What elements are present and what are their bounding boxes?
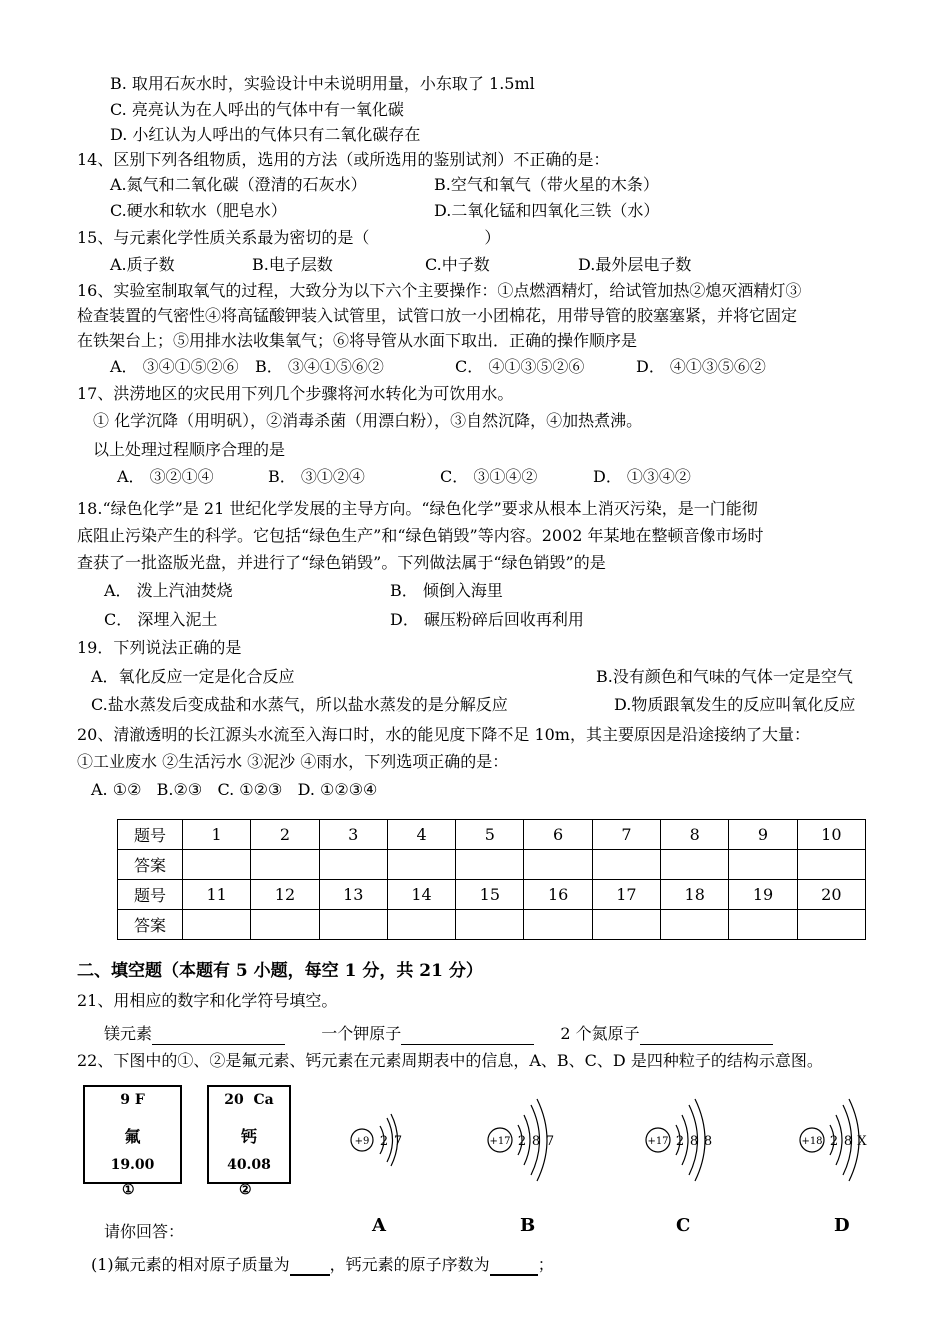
q17-option-d: D． ①③④② <box>593 467 691 486</box>
q14-stem: 14、区别下列各组物质，选用的方法（或所选用的鉴别试剂）不正确的是： <box>77 150 610 169</box>
q22-stem: 22、下图中的①、②是氟元素、钙元素在元素周期表中的信息，A、B、C、D 是四种粒子的结构示意图。 <box>77 1051 823 1070</box>
calcium-number-blank[interactable] <box>490 1256 538 1276</box>
fluorine-mass: 19.00 <box>110 1157 155 1173</box>
calcium-element-box <box>207 1085 291 1184</box>
table-header-cell: 答案 <box>118 850 183 880</box>
shell-electrons-1: 2 <box>675 1134 685 1149</box>
question-number: 15 <box>456 880 524 910</box>
shell-electrons-3: 8 <box>703 1134 713 1149</box>
q20-line1: 20、清澈透明的长江源头水流至入海口时，水的能见度下降不足 10m，其主要原因是沿途接纳了大量： <box>77 725 810 744</box>
question-number: 3 <box>319 820 387 850</box>
question-number: 2 <box>251 820 319 850</box>
question-number: 5 <box>456 820 524 850</box>
answer-cell[interactable] <box>729 850 797 880</box>
question-number: 4 <box>387 820 455 850</box>
q15-stem-text: 15、与元素化学性质关系最为密切的是（ <box>77 228 370 247</box>
q14-option-b: B.空气和氧气（带火星的木条） <box>434 175 659 194</box>
fluorine-label: ① <box>122 1182 135 1198</box>
shell-electrons-2: 8 <box>531 1134 541 1149</box>
q17-stem: 17、洪涝地区的灾民用下列几个步骤将河水转化为可饮用水。 <box>77 384 514 403</box>
calcium-mass: 40.08 <box>227 1157 271 1173</box>
q18-option-b: B． 倾倒入海里 <box>390 581 503 600</box>
q18-line1: 18.“绿色化学”是 21 世纪化学发展的主导方向。“绿色化学”要求从根本上消灭污染，是一门能彻 <box>77 499 758 518</box>
q14-option-d: D.二氧化锰和四氧化三铁（水） <box>434 201 660 220</box>
q21-blank1-label: 镁元素 <box>104 1024 153 1043</box>
answer-table <box>117 819 866 940</box>
answer-cell[interactable] <box>251 910 319 940</box>
q21-stem: 21、用相应的数字和化学符号填空。 <box>77 991 338 1010</box>
q16-option-d: D． ④①③⑤⑥② <box>636 357 766 376</box>
q21-blank2-label: 一个钾原子 <box>321 1024 402 1043</box>
q18-option-d: D． 碾压粉碎后回收再利用 <box>390 610 584 629</box>
table-header-cell: 题号 <box>118 880 183 910</box>
particle-diagram-c <box>636 1085 746 1200</box>
table-row <box>118 910 866 940</box>
fluorine-header: 9 F <box>120 1092 145 1108</box>
answer-cell[interactable] <box>387 910 455 940</box>
question-number: 18 <box>661 880 729 910</box>
particle-label-d: D <box>834 1215 850 1236</box>
question-number: 1 <box>183 820 251 850</box>
q22-sub1-text-b: ，钙元素的原子序数为 <box>329 1255 490 1274</box>
question-number: 13 <box>319 880 387 910</box>
shell-electrons-2: 7 <box>393 1134 403 1149</box>
question-number: 16 <box>524 880 592 910</box>
q15-option-b: B.电子层数 <box>252 255 333 274</box>
answer-cell[interactable] <box>387 850 455 880</box>
answer-cell[interactable] <box>661 910 729 940</box>
nucleus-charge: +17 <box>647 1136 669 1147</box>
particle-label-c: C <box>676 1215 691 1236</box>
calcium-header: 20 Ca <box>224 1092 274 1108</box>
calcium-name: 钙 <box>240 1127 257 1146</box>
q17-ask: 以上处理过程顺序合理的是 <box>93 440 286 459</box>
answer-cell[interactable] <box>183 910 251 940</box>
answer-cell[interactable] <box>183 850 251 880</box>
fluorine-name: 氟 <box>124 1127 141 1146</box>
nucleus-charge: +17 <box>489 1136 511 1147</box>
q13-option-c: C. 亮亮认为在人呼出的气体中有一氧化碳 <box>110 100 404 119</box>
question-number: 20 <box>797 880 865 910</box>
shell-electrons-1: 2 <box>517 1134 527 1149</box>
table-row <box>118 850 866 880</box>
table-row <box>118 880 866 910</box>
particle-label-b: B <box>520 1215 536 1236</box>
q17-option-b: B． ③①②④ <box>268 467 365 486</box>
answer-cell[interactable] <box>661 850 729 880</box>
q18-option-a: A． 泼上汽油焚烧 <box>104 581 233 600</box>
q19-option-a: A．氧化反应一定是化合反应 <box>91 667 295 686</box>
q18-option-c: C． 深埋入泥土 <box>104 610 218 629</box>
particle-diagram-b <box>478 1085 588 1200</box>
q17-steps: ① 化学沉降（用明矾），②消毒杀菌（用漂白粉），③自然沉降，④加热煮沸。 <box>93 411 643 430</box>
q18-line2: 底阻止污染产生的科学。它包括“绿色生产”和“绿色销毁”等内容。2002 年某地在整顿音像市场时 <box>77 526 764 545</box>
q22-sub1 <box>91 1254 554 1276</box>
q14-option-a: A.氮气和二氧化碳（澄清的石灰水） <box>110 175 367 194</box>
answer-cell[interactable] <box>797 910 865 940</box>
q20-line2: ①工业废水 ②生活污水 ③泥沙 ④雨水，下列选项正确的是： <box>77 752 509 771</box>
question-number: 9 <box>729 820 797 850</box>
question-number: 19 <box>729 880 797 910</box>
q22-sub1-text-a: (1)氟元素的相对原子质量为 <box>91 1255 290 1274</box>
table-header-cell: 答案 <box>118 910 183 940</box>
shell-electrons-3: X <box>857 1134 867 1149</box>
shell-electrons-1: 2 <box>379 1134 389 1149</box>
answer-cell[interactable] <box>319 910 387 940</box>
table-header-cell: 题号 <box>118 820 183 850</box>
answer-cell[interactable] <box>524 850 592 880</box>
q21-blank3-input[interactable] <box>640 1026 773 1045</box>
nucleus-charge: +18 <box>801 1136 823 1147</box>
calcium-label: ② <box>239 1182 252 1198</box>
q16-line3: 在铁架台上；⑤用排水法收集氧气；⑥将导管从水面下取出．正确的操作顺序是 <box>77 331 638 350</box>
q16-line1: 16、实验室制取氧气的过程，大致分为以下六个主要操作：①点燃酒精灯，给试管加热②熄灭酒精灯③ <box>77 281 802 300</box>
q21-blanks <box>104 1023 773 1045</box>
q15-option-c: C.中子数 <box>425 255 490 274</box>
answer-cell[interactable] <box>456 850 524 880</box>
question-number: 8 <box>661 820 729 850</box>
answer-cell[interactable] <box>592 850 660 880</box>
answer-cell[interactable] <box>319 850 387 880</box>
q13-option-d: D. 小红认为人呼出的气体只有二氧化碳存在 <box>110 125 421 144</box>
shell-electrons-2: 8 <box>843 1134 853 1149</box>
nucleus-charge: +9 <box>354 1136 370 1147</box>
question-number: 6 <box>524 820 592 850</box>
q22-sub1-end: ； <box>537 1255 554 1274</box>
answer-cell[interactable] <box>729 910 797 940</box>
q20-options: A. ①② B.②③ C. ①②③ D. ①②③④ <box>91 780 378 799</box>
answer-cell[interactable] <box>524 910 592 940</box>
particle-label-a: A <box>372 1215 386 1236</box>
question-number: 7 <box>592 820 660 850</box>
answer-cell[interactable] <box>251 850 319 880</box>
fluorine-element-box <box>83 1085 182 1184</box>
q17-option-c: C． ③①④② <box>440 467 538 486</box>
particle-diagram-d <box>790 1085 900 1200</box>
question-number: 17 <box>592 880 660 910</box>
q21-blank3-label: 2 个氮原子 <box>560 1024 640 1043</box>
shell-electrons-1: 2 <box>829 1134 839 1149</box>
table-row <box>118 820 866 850</box>
answer-cell[interactable] <box>797 850 865 880</box>
question-number: 10 <box>797 820 865 850</box>
q21-blank2-input[interactable] <box>401 1026 534 1045</box>
q19-option-b: B.没有颜色和气味的气体一定是空气 <box>596 667 853 686</box>
question-number: 12 <box>251 880 319 910</box>
answer-cell[interactable] <box>456 910 524 940</box>
q15-option-a: A.质子数 <box>110 255 175 274</box>
q15-option-d: D.最外层电子数 <box>578 255 692 274</box>
question-number: 11 <box>183 880 251 910</box>
q14-option-c: C.硬水和软水（肥皂水） <box>110 201 287 220</box>
q19-stem: 19．下列说法正确的是 <box>77 638 242 657</box>
shell-electrons-2: 8 <box>689 1134 699 1149</box>
q13-option-b: B. 取用石灰水时，实验设计中未说明用量，小东取了 1.5ml <box>110 74 535 93</box>
question-number: 14 <box>387 880 455 910</box>
particle-diagram-a <box>340 1090 430 1200</box>
q21-blank1-input[interactable] <box>152 1026 285 1045</box>
q16-line2: 检查装置的气密性④将高锰酸钾装入试管里，试管口放一小团棉花，用带导管的胶塞塞紧，并将它固定 <box>77 306 798 325</box>
q15-answer-blank[interactable] <box>369 231 484 249</box>
q17-option-a: A． ③②①④ <box>117 467 214 486</box>
q15-stem-end: ） <box>484 228 501 247</box>
fluorine-mass-blank[interactable] <box>290 1256 330 1276</box>
q19-option-d: D.物质跟氧发生的反应叫氧化反应 <box>614 695 856 714</box>
q16-option-a: A． ③④①⑤②⑥ <box>110 357 239 376</box>
q15-stem <box>77 227 500 249</box>
q22-ask: 请你回答： <box>104 1222 185 1241</box>
q18-line3: 查获了一批盗版光盘，并进行了“绿色销毁”。下列做法属于“绿色销毁”的是 <box>77 553 606 572</box>
shell-electrons-3: 7 <box>545 1134 555 1149</box>
answer-cell[interactable] <box>592 910 660 940</box>
section-2-title: 二、填空题（本题有 5 小题，每空 1 分，共 21 分） <box>77 961 483 981</box>
q16-option-b: B． ③④①⑤⑥② <box>255 357 384 376</box>
q19-option-c: C.盐水蒸发后变成盐和水蒸气，所以盐水蒸发的是分解反应 <box>91 695 508 714</box>
q16-option-c: C． ④①③⑤②⑥ <box>455 357 585 376</box>
